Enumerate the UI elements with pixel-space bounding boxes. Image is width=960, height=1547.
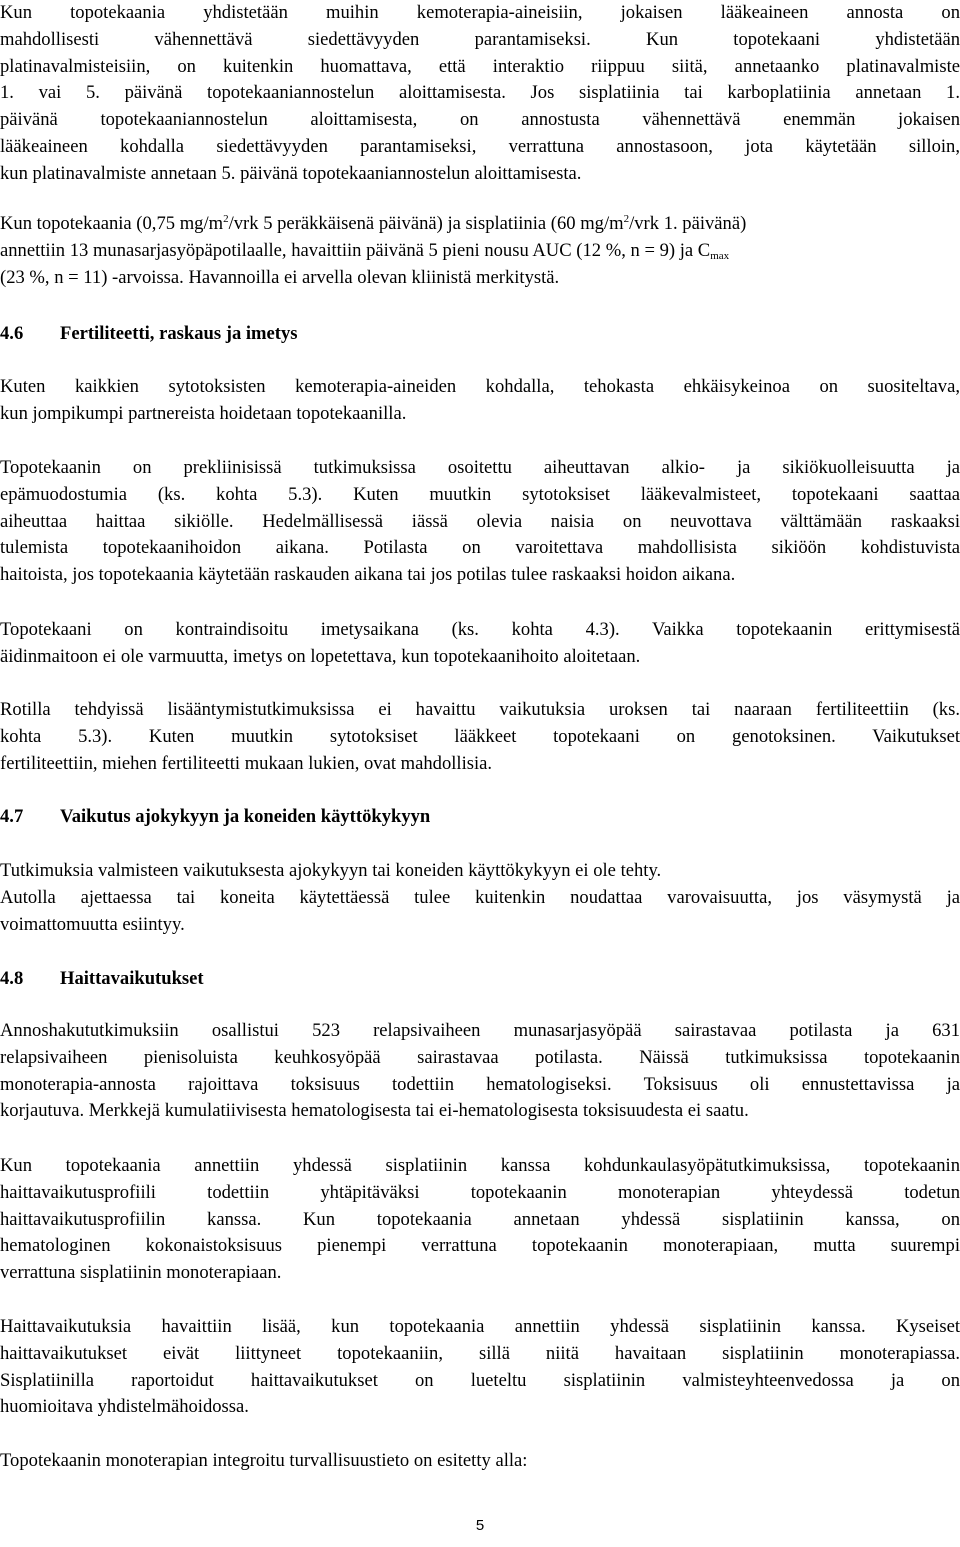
paragraph-dose-finding — [0, 1018, 960, 1125]
paragraph-combination-profile — [0, 1153, 960, 1287]
text-line: korjautuva. Merkkejä kumulatiivisesta hematologisesta tai ei-hematologisesta toksisuudesta ei saatu. — [0, 1100, 749, 1122]
text-line: Sisplatiinilla raportoidut haittavaikutukset on lueteltu sisplatiinin valmisteyhteenvedossa ja on — [0, 1369, 960, 1391]
section-title: Vaikutus ajokykyyn ja koneiden käyttökykyyn — [60, 806, 431, 827]
text-line: relapsivaiheen pienisoluista keuhkosyöpää sairastavaa potilasta. Näissä tutkimuksissa topotekaanin — [0, 1046, 960, 1068]
text-line: haitoista, jos topotekaania käytetään raskauden aikana tai jos potilas tulee raskaaksi hoidon aikana. — [0, 564, 736, 586]
text-line: kun platinavalmiste annetaan 5. päivänä topotekaaniannostelun aloittamisesta. — [0, 162, 582, 184]
text-line: Haittavaikutuksia havaittiin lisää, kun topotekaania annettiin yhdessä sisplatiinin kanssa. Kyseiset — [0, 1316, 960, 1337]
text-line: epämuodostumia (ks. kohta 5.3). Kuten muutkin sytotoksiset lääkevalmisteet, topotekaani saattaa — [0, 483, 960, 505]
paragraph-driving — [0, 858, 960, 938]
section-title: Haittavaikutukset — [60, 968, 204, 989]
superscript-2: 2 — [223, 213, 229, 225]
text-line: annettiin 13 munasarjasyöpäpotilaalle, havaittiin päivänä 5 pieni nousu AUC (12 %, n = 9) ja $C_{max}$ — [0, 239, 730, 262]
section-number: 4.8 — [0, 968, 24, 989]
text-line: lääkeaineen kohdalla siedettävyyden parantamiseksi, verrattuna annostasoon, jota käytetään silloin, — [0, 135, 960, 157]
text-line: aiheuttaa haittaa sikiölle. Hedelmällisessä iässä olevia naisia on neuvottava välttämään raskaaksi — [0, 510, 960, 532]
text-line: fertiliteettiin, miehen fertiliteetti mukaan lukien, ovat mahdollisia. — [0, 752, 493, 774]
text-line: Kuten kaikkien sytotoksisten kemoterapia-aineiden kohdalla, tehokasta ehkäisykeinoa on suositeltava, — [0, 376, 960, 397]
section-number: 4.7 — [0, 806, 24, 827]
text-line: äidinmaitoon ei ole varmuutta, imetys on lopetettava, kun topotekaanihoito aloitetaan. — [0, 645, 641, 667]
text-line: Kun topotekaania (0,75 $mg/m^2$/vrk 5 peräkkäisenä päivänä) ja sisplatiinia (60 $mg/m^2$/vrk 1. päivänä) — [0, 213, 747, 234]
paragraph-lactation — [0, 617, 960, 671]
subscript-max: max — [710, 249, 730, 262]
text-line: kun jompikumpi partnereista hoidetaan topotekaanilla. — [0, 402, 407, 424]
section-heading-4-8 — [0, 966, 204, 993]
text-line: 1. vai 5. päivänä topotekaaniannostelun aloittamisesta. Jos sisplatiinia tai karboplatiinia annetaan 1. — [0, 82, 960, 104]
paragraph-additional-effects — [0, 1314, 960, 1421]
section-title: Fertiliteetti, raskaus ja imetys — [60, 323, 298, 344]
text-line: Kun topotekaania yhdistetään muihin kemoterapia-aineisiin, jokaisen lääkeaineen annosta on — [0, 2, 960, 23]
text-line: Annoshakututkimuksiin osallistui 523 relapsivaiheen munasarjasyöpää sairastavaa potilasta ja 631 — [0, 1020, 960, 1041]
text-line: haittavaikutukset eivät liittyneet topotekaaniin, sillä niitä havaitaan sisplatiinin monoterapiassa. — [0, 1342, 960, 1364]
paragraph-fertility — [0, 697, 960, 777]
section-number: 4.6 — [0, 323, 24, 344]
text-line: Topotekaanin monoterapian integroitu turvallisuustieto on esitetty alla: — [0, 1450, 528, 1471]
text-line: Rotilla tehdyissä lisääntymistutkimuksissa ei havaittu vaikutuksia uroksen tai naaraan fertiliteettiin (ks. — [0, 699, 960, 720]
superscript-2: 2 — [623, 213, 630, 225]
section-heading-4-7 — [0, 804, 430, 831]
text-line: voimattomuutta esiintyy. — [0, 913, 185, 935]
text-line: monoterapia-annosta rajoittava toksisuus todettiin hematologiseksi. Toksisuus oli ennustettavissa ja — [0, 1073, 960, 1095]
page-number: 5 — [475, 1517, 485, 1534]
paragraph-contraception — [0, 374, 960, 428]
text-line: tulemista topotekaanihoidon aikana. Potilasta on varoitettava mahdollisista sikiöön kohdistuvista — [0, 537, 960, 559]
text-line: verrattuna sisplatiinin monoterapiaan. — [0, 1262, 282, 1284]
text-line: Autolla ajettaessa tai koneita käytettäessä tulee kuitenkin noudattaa varovaisuutta, jos väsymystä ja — [0, 886, 960, 908]
text-line: Kun topotekaania annettiin yhdessä sisplatiinin kanssa kohdunkaulasyöpätutkimuksissa, topotekaanin — [0, 1155, 960, 1176]
text-line: kohta 5.3). Kuten muutkin sytotoksiset lääkkeet topotekaani on genotoksinen. Vaikutukset — [0, 725, 960, 747]
text-line: Tutkimuksia valmisteen vaikutuksesta ajokykyyn tai koneiden käyttökykyyn ei ole tehty. — [0, 860, 662, 881]
text-line: haittavaikutusprofiilin kanssa. Kun topotekaania annetaan yhdessä sisplatiinin kanssa, on — [0, 1208, 960, 1230]
text-line: platinavalmisteisiin, on kuitenkin huomattava, että interaktio riippuu siitä, annetaanko platinavalmiste — [0, 55, 960, 77]
text-line: mahdollisesti vähennettävä siedettävyyden parantamiseksi. Kun topotekaani yhdistetään — [0, 28, 960, 50]
paragraph-auc — [0, 211, 960, 291]
text-line: Topotekaani on kontraindisoitu imetysaikana (ks. kohta 4.3). Vaikka topotekaanin erittymisestä — [0, 619, 960, 640]
text-line: huomioitava yhdistelmähoidossa. — [0, 1396, 249, 1418]
text-line: haittavaikutusprofiili todettiin yhtäpitäväksi topotekaanin monoterapian yhteydessä todetun — [0, 1181, 960, 1203]
text-line: päivänä topotekaaniannostelun aloittamisesta, on annostusta vähennettävä enemmän jokaisen — [0, 109, 960, 131]
text-line: (23 %, n = 11) -arvoissa. Havannoilla ei arvella olevan kliinistä merkitystä. — [0, 266, 560, 288]
section-heading-4-6 — [0, 321, 298, 348]
paragraph-pregnancy — [0, 455, 960, 589]
paragraph-safety-intro — [0, 1448, 960, 1475]
text-line: hematologinen kokonaistoksisuus pienempi verrattuna topotekaanin monoterapiaan, mutta suurempi — [0, 1235, 960, 1257]
paragraph-interaction — [0, 0, 960, 188]
text-line: Topotekaanin on prekliinisissä tutkimuksissa osoitettu aiheuttavan alkio- ja sikiökuolleisuutta ja — [0, 457, 960, 478]
